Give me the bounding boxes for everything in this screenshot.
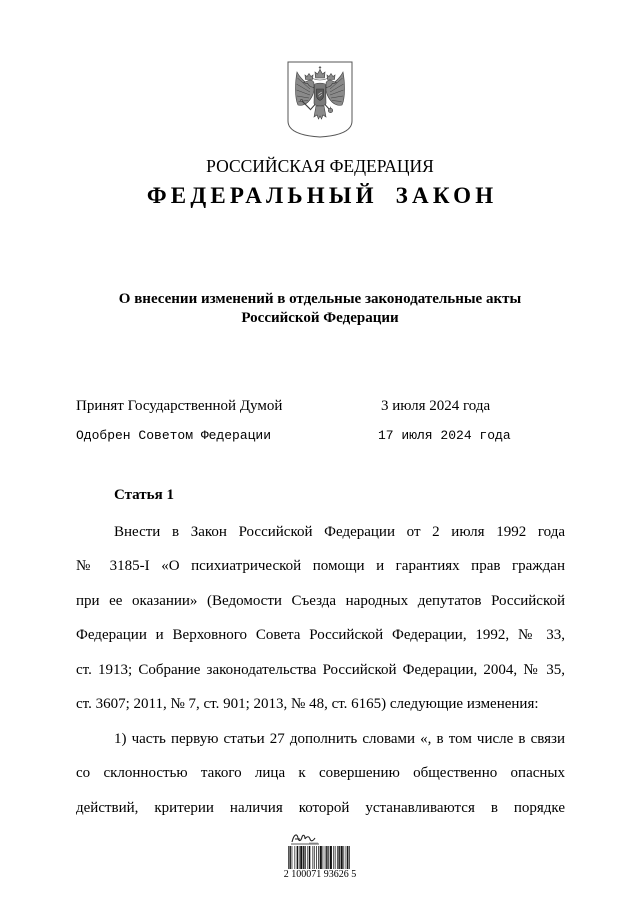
barcode-bar <box>294 846 295 869</box>
barcode-bar <box>343 846 344 869</box>
paragraph-line: № 3185-I «О психиатрической помощи и гарантиях прав граждан <box>76 558 565 575</box>
article-paragraph <box>76 515 565 721</box>
paragraph-line: Федерации и Верховного Совета Российской Федерации, 1992, № 33, <box>76 627 565 644</box>
barcode-bar <box>292 846 293 869</box>
barcode-bar <box>325 846 326 869</box>
article-paragraph <box>76 722 565 825</box>
barcode-bar <box>338 846 339 869</box>
barcode-bar <box>346 846 347 869</box>
adoption-label: Одобрен Советом Федерации <box>76 428 272 443</box>
barcode-bar <box>335 846 336 869</box>
paragraph-line: со склонностью такого лица к совершению общественно опасных <box>76 765 565 782</box>
barcode-bar <box>288 846 289 869</box>
barcode-bar <box>316 846 317 869</box>
barcode-bar <box>328 846 329 869</box>
adoption-row-federation-council <box>76 426 565 445</box>
barcode-bar <box>323 846 324 869</box>
paragraph-line: при ее оказании» (Ведомости Съезда народных депутатов Российской <box>76 592 565 609</box>
barcode-bar <box>333 846 334 869</box>
adoption-row-duma <box>76 397 565 416</box>
barcode-bar <box>341 846 343 869</box>
barcode-bar <box>303 846 304 869</box>
barcode-bar <box>320 846 322 869</box>
barcode-bar <box>330 846 332 869</box>
law-title <box>0 290 640 328</box>
barcode-bar <box>300 846 302 869</box>
barcode-bar <box>307 846 308 869</box>
adoption-date: 3 июля 2024 года <box>381 398 491 414</box>
barcode <box>287 846 353 870</box>
document-type-title: ФЕДЕРАЛЬНЫЙ ЗАКОН <box>146 183 498 208</box>
barcode-bar <box>347 846 348 869</box>
barcode-bar <box>318 846 319 869</box>
adoption-label: Принят Государственной Думой <box>76 398 283 414</box>
article-heading: Статья 1 <box>114 487 174 503</box>
barcode-bar <box>289 846 290 869</box>
adoption-date: 17 июля 2024 года <box>378 428 511 443</box>
coat-of-arms-icon <box>287 61 353 138</box>
country-name: РОССИЙСКАЯ ФЕДЕРАЦИЯ <box>206 156 434 176</box>
barcode-bar <box>305 846 306 869</box>
barcode-number: 2 100071 93626 5 <box>283 869 357 880</box>
barcode-bar <box>337 846 338 869</box>
barcode-bar <box>314 846 315 869</box>
stamp-icon <box>289 830 321 846</box>
law-title-line: Российской Федерации <box>241 310 399 326</box>
paragraph-line: ст. 3607; 2011, № 7, ст. 901; 2013, № 48, ст. 6165) следующие изменения: <box>76 696 539 713</box>
paragraph-line: действий, критерии наличия которой устанавливаются в порядке <box>76 799 565 816</box>
barcode-bar <box>312 846 313 869</box>
barcode-bar <box>309 846 310 869</box>
law-title-line: О внесении изменений в отдельные законодательные акты <box>118 291 522 307</box>
barcode-bar <box>349 846 350 869</box>
barcode-bar <box>326 846 327 869</box>
paragraph-line: 1) часть первую статьи 27 дополнить словами «, в том числе в связи <box>114 730 565 747</box>
barcode-bar <box>297 846 298 869</box>
paragraph-line: Внести в Закон Российской Федерации от 2 июля 1992 года <box>114 524 565 540</box>
paragraph-line: ст. 1913; Собрание законодательства Российской Федерации, 2004, № 35, <box>76 661 565 678</box>
barcode-bar <box>299 846 300 869</box>
